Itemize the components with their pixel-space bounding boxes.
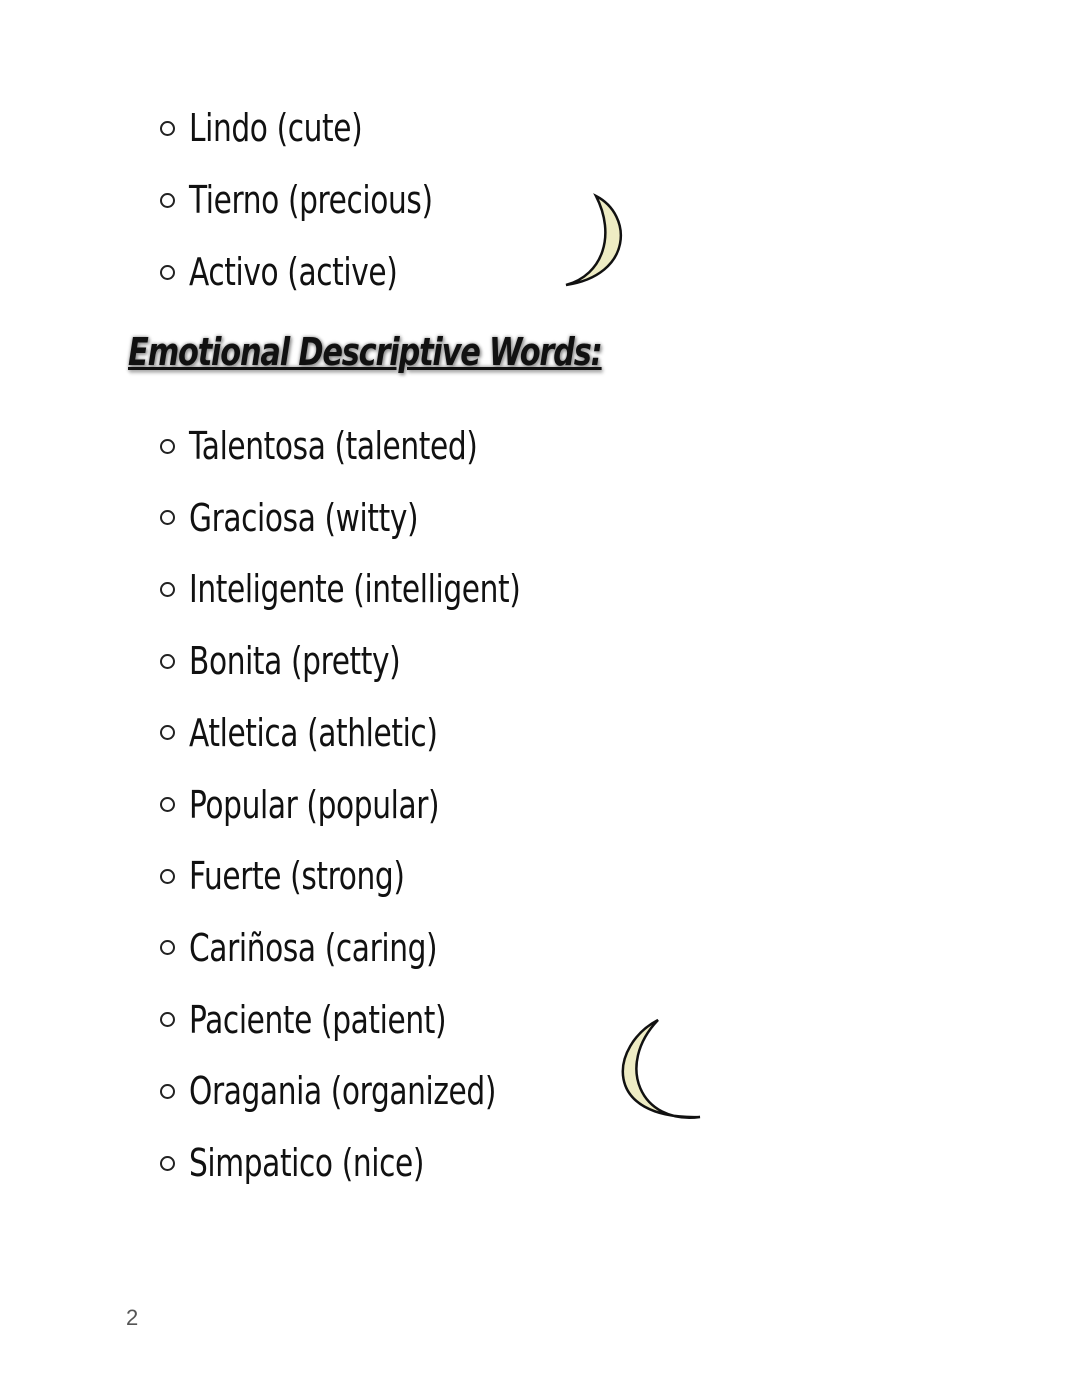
list-item-label: Activo (active) [189, 250, 398, 294]
section-heading: Emotional Descriptive Words: [128, 330, 602, 374]
list-item-label: Paciente (patient) [189, 997, 447, 1042]
bullet-icon [160, 193, 175, 208]
bullet-icon [160, 1156, 175, 1171]
list-item-label: Lindo (cute) [189, 106, 363, 150]
list-item [160, 242, 456, 302]
list-item-label: Popular (popular) [189, 782, 440, 827]
list-item-label: Bonita (pretty) [189, 639, 401, 684]
list-item [160, 488, 483, 548]
list-item [160, 1061, 583, 1121]
list-item [160, 918, 507, 978]
list-item-label: Cariñosa (caring) [189, 925, 438, 970]
list-item-label: Inteligente (intelligent) [189, 567, 521, 612]
list-item [160, 416, 559, 476]
list-item-label: Fuerte (strong) [189, 854, 405, 899]
list-item [160, 703, 508, 763]
list-item-label: Graciosa (witty) [189, 495, 419, 540]
list-item [160, 631, 460, 691]
list-item [160, 170, 501, 230]
bullet-icon [160, 940, 175, 955]
bullet-icon [160, 439, 175, 454]
bullet-icon [160, 582, 175, 597]
bullet-icon [160, 797, 175, 812]
bullet-icon [160, 510, 175, 525]
list-item [160, 559, 614, 619]
list-item-label: Oragania (organized) [189, 1069, 497, 1114]
list-item [160, 990, 519, 1050]
bullet-icon [160, 121, 175, 136]
bullet-icon [160, 265, 175, 280]
list-item [160, 846, 465, 906]
list-item [160, 1133, 490, 1193]
crescent-moon-icon [600, 1015, 710, 1135]
bullet-icon [160, 654, 175, 669]
list-item [160, 775, 510, 835]
bullet-icon [160, 1084, 175, 1099]
list-item-label: Simpatico (nice) [189, 1141, 425, 1185]
bullet-icon [160, 725, 175, 740]
crescent-moon-icon [558, 190, 638, 295]
list-item-label: Talentosa (talented) [189, 424, 478, 468]
page-number: 2 [126, 1305, 139, 1330]
bullet-icon [160, 1012, 175, 1027]
list-item-label: Atletica (athletic) [189, 710, 438, 755]
list-item [160, 98, 411, 158]
list-item-label: Tierno (precious) [189, 178, 433, 222]
bullet-icon [160, 869, 175, 884]
